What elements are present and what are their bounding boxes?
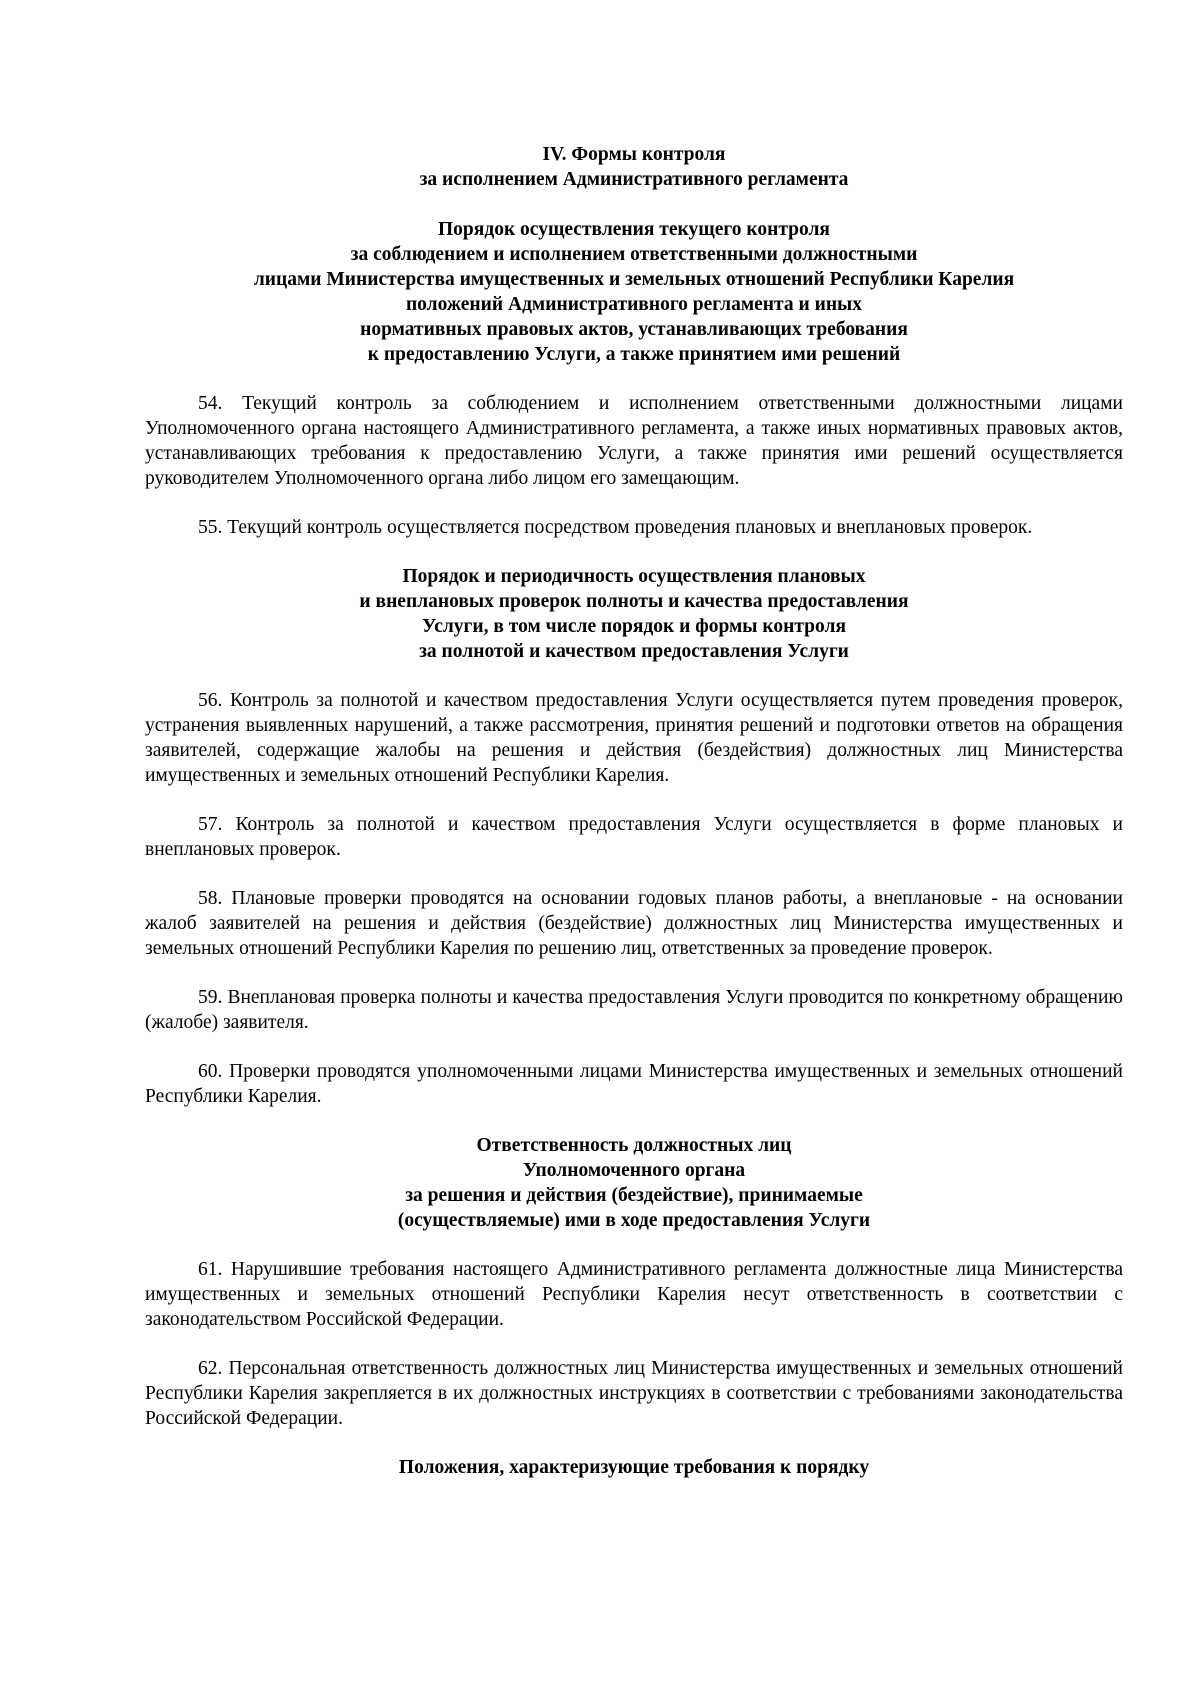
heading-line: и внеплановых проверок полноты и качества предоставления	[359, 591, 909, 612]
heading-line: Порядок осуществления текущего контроля	[438, 219, 830, 240]
document-page	[145, 142, 1123, 1480]
heading-line: (осуществляемые) ими в ходе предоставления Услуги	[397, 1210, 871, 1231]
heading-line: положений Административного регламента и иных	[405, 294, 863, 315]
heading-line: Положения, характеризующие требования к порядку	[398, 1457, 870, 1478]
subheading-planned-checks	[145, 564, 1123, 664]
heading-line: IV. Формы контроля	[542, 144, 726, 165]
heading-line: Порядок и периодичность осуществления плановых	[402, 566, 866, 587]
heading-line: за полнотой и качеством предоставления Услуги	[419, 641, 849, 662]
paragraph-57: 57. Контроль за полнотой и качеством предоставления Услуги осуществляется в форме плановых и внеплановых проверок.	[145, 814, 1123, 860]
heading-line: нормативных правовых актов, устанавливающих требования	[360, 319, 908, 340]
paragraph-54: 54. Текущий контроль за соблюдением и исполнением ответственными должностными лицами Уполномоченного органа настоящего Административного регламента, а также иных нормативных правовых актов, устанавливающих требования к предоставлению Услуги, а также принятия ими решений осуществляется руководителем Уполномоченного органа либо лицом его замещающим.	[145, 393, 1123, 489]
paragraph-56: 56. Контроль за полнотой и качеством предоставления Услуги осуществляется путем проведения проверок, устранения выявленных нарушений, а также рассмотрения, принятия решений и подготовки ответов на обращения заявителей, содержащие жалобы на решения и действия (бездействия) должностных лиц Министерства имущественных и земельных отношений Республики Карелия.	[145, 690, 1123, 786]
heading-line: Услуги, в том числе порядок и формы контроля	[421, 616, 846, 637]
paragraph-60: 60. Проверки проводятся уполномоченными лицами Министерства имущественных и земельных отношений Республики Карелия.	[145, 1061, 1123, 1107]
heading-line: за исполнением Административного регламента	[419, 169, 849, 190]
section-heading	[145, 142, 1123, 192]
heading-line: за решения и действия (бездействие), принимаемые	[405, 1185, 863, 1206]
paragraph-58: 58. Плановые проверки проводятся на основании годовых планов работы, а внеплановые - на основании жалоб заявителей на решения и действия (бездействие) должностных лиц Министерства имущественных и земельных отношений Республики Карелия по решению лиц, ответственных за проведение проверок.	[145, 888, 1123, 959]
paragraph-55: 55. Текущий контроль осуществляется посредством проведения плановых и внеплановых проверок.	[198, 517, 1033, 538]
paragraph-61: 61. Нарушившие требования настоящего Административного регламента должностные лица Министерства имущественных и земельных отношений Республики Карелия несут ответственность в соответствии с законодательством Российской Федерации.	[145, 1259, 1123, 1330]
heading-line: Уполномоченного органа	[522, 1160, 746, 1181]
paragraph-62: 62. Персональная ответственность должностных лиц Министерства имущественных и земельных отношений Республики Карелия закрепляется в их должностных инструкциях в соответствии с требованиями законодательства Российской Федерации.	[145, 1358, 1123, 1429]
subheading-provisions	[145, 1455, 1123, 1480]
heading-line: Ответственность должностных лиц	[476, 1135, 792, 1156]
heading-line: лицами Министерства имущественных и земельных отношений Республики Карелия	[253, 269, 1015, 290]
paragraph-59: 59. Внеплановая проверка полноты и качества предоставления Услуги проводится по конкретному обращению (жалобе) заявителя.	[145, 987, 1123, 1033]
subheading-responsibility	[145, 1133, 1123, 1233]
subheading-current-control	[145, 217, 1123, 367]
heading-line: к предоставлению Услуги, а также принятием ими решений	[367, 344, 901, 365]
heading-line: за соблюдением и исполнением ответственными должностными	[350, 244, 918, 265]
